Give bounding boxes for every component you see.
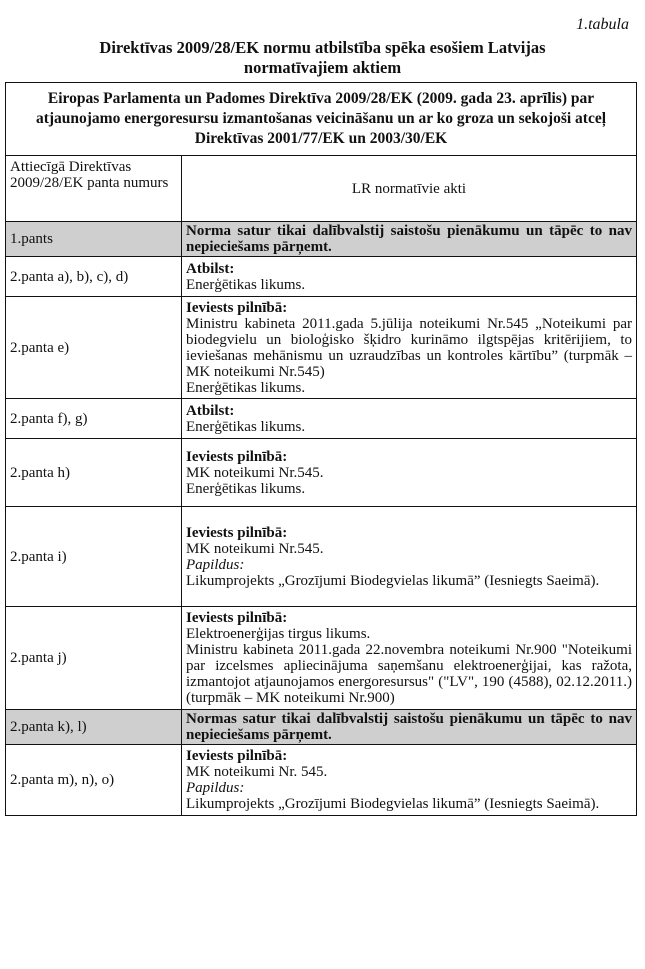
acts-cell bbox=[182, 607, 637, 710]
table-row bbox=[6, 607, 637, 710]
article-cell: 2.panta i) bbox=[6, 507, 182, 607]
acts-cell: Normas satur tikai dalībvalstij saistošu pienākumu un tāpēc to nav nepieciešams pārņemt. bbox=[182, 710, 637, 745]
status-label: Ieviests pilnībā: bbox=[186, 610, 288, 626]
table-row bbox=[6, 399, 637, 439]
acts-cell bbox=[182, 439, 637, 507]
act-line: Likumprojekts „Grozījumi Biodegvielas likumā” (Iesniegts Saeimā). bbox=[186, 796, 600, 812]
table-row bbox=[6, 297, 637, 399]
act-line: Enerģētikas likums. bbox=[186, 380, 306, 396]
acts-cell bbox=[182, 745, 637, 816]
act-line: Elektroenerģijas tirgus likums. bbox=[186, 626, 371, 642]
acts-cell bbox=[182, 257, 637, 297]
table-row bbox=[6, 257, 637, 297]
article-cell: 2.panta a), b), c), d) bbox=[6, 257, 182, 297]
correspondence-table-wrapper bbox=[5, 82, 637, 816]
document-title bbox=[0, 38, 645, 78]
act-line: Enerģētikas likums. bbox=[186, 418, 306, 435]
status-label: Atbilst: bbox=[186, 260, 235, 277]
article-cell: 2.panta f), g) bbox=[6, 399, 182, 439]
acts-cell bbox=[182, 507, 637, 607]
column-header-row bbox=[6, 156, 637, 222]
title-line-1: Direktīvas 2009/28/EK normu atbilstība spēka esošiem Latvijas bbox=[99, 38, 546, 57]
article-cell: 2.panta m), n), o) bbox=[6, 745, 182, 816]
act-line: Enerģētikas likums. bbox=[186, 480, 306, 497]
act-line: MK noteikumi Nr.545. bbox=[186, 540, 324, 557]
table-row bbox=[6, 710, 637, 745]
directive-header-row bbox=[6, 83, 637, 156]
correspondence-table bbox=[5, 82, 637, 816]
acts-cell bbox=[182, 399, 637, 439]
table-row bbox=[6, 507, 637, 607]
article-cell: 2.panta k), l) bbox=[6, 710, 182, 745]
status-label: Ieviests pilnībā: bbox=[186, 748, 288, 764]
table-row bbox=[6, 745, 637, 816]
article-cell: 2.panta h) bbox=[6, 439, 182, 507]
extra-label: Papildus: bbox=[186, 780, 245, 796]
table-label: 1.tabula bbox=[576, 16, 629, 33]
article-cell: 1.pants bbox=[6, 222, 182, 257]
acts-cell: Norma satur tikai dalībvalstij saistošu pienākumu un tāpēc to nav nepieciešams pārņemt. bbox=[182, 222, 637, 257]
status-label: Ieviests pilnībā: bbox=[186, 300, 288, 316]
article-cell: 2.panta j) bbox=[6, 607, 182, 710]
title-line-2: normatīvajiem aktiem bbox=[243, 58, 402, 77]
directive-header: Eiropas Parlamenta un Padomes Direktīva 2009/28/EK (2009. gada 23. aprīlis) par atjaunojamo energoresursu izmantošanas veicināšanu un ar ko groza un sekojoši atceļ Direktīvas 2001/77/EK un 2003/30/EK bbox=[6, 83, 637, 156]
col-header-acts: LR normatīvie akti bbox=[182, 156, 637, 222]
act-line: Enerģētikas likums. bbox=[186, 276, 306, 293]
act-line: Ministru kabineta 2011.gada 22.novembra noteikumi Nr.900 "Noteikumi par izcelsmes apliecinājuma saņemšanu elektroenerģijai, kas ražota, izmantojot atjaunojamos energoresursus" ("LV", 190 (4588), 02.12.2011.) (turpmāk – MK noteikumi Nr.900) bbox=[186, 642, 632, 706]
article-cell: 2.panta e) bbox=[6, 297, 182, 399]
extra-label: Papildus: bbox=[186, 556, 245, 573]
status-label: Atbilst: bbox=[186, 402, 235, 419]
acts-cell bbox=[182, 297, 637, 399]
act-line: MK noteikumi Nr. 545. bbox=[186, 764, 328, 780]
status-label: Ieviests pilnībā: bbox=[186, 524, 288, 541]
col-header-article: Attiecīgā Direktīvas 2009/28/EK panta numurs bbox=[6, 156, 182, 222]
act-line: Ministru kabineta 2011.gada 5.jūlija noteikumi Nr.545 „Noteikumi par biodegvielu un bioloģisko šķidro kurināmo ilgtspējas kritērijiem, to ieviešanas mehānismu un uzraudzības un kontroles kārtību” (turpmāk – MK noteikumi Nr.545) bbox=[186, 316, 632, 380]
act-line: MK noteikumi Nr.545. bbox=[186, 464, 324, 481]
act-line: Likumprojekts „Grozījumi Biodegvielas likumā” (Iesniegts Saeimā). bbox=[186, 572, 600, 589]
table-row bbox=[6, 439, 637, 507]
status-label: Ieviests pilnībā: bbox=[186, 448, 288, 465]
table-row bbox=[6, 222, 637, 257]
